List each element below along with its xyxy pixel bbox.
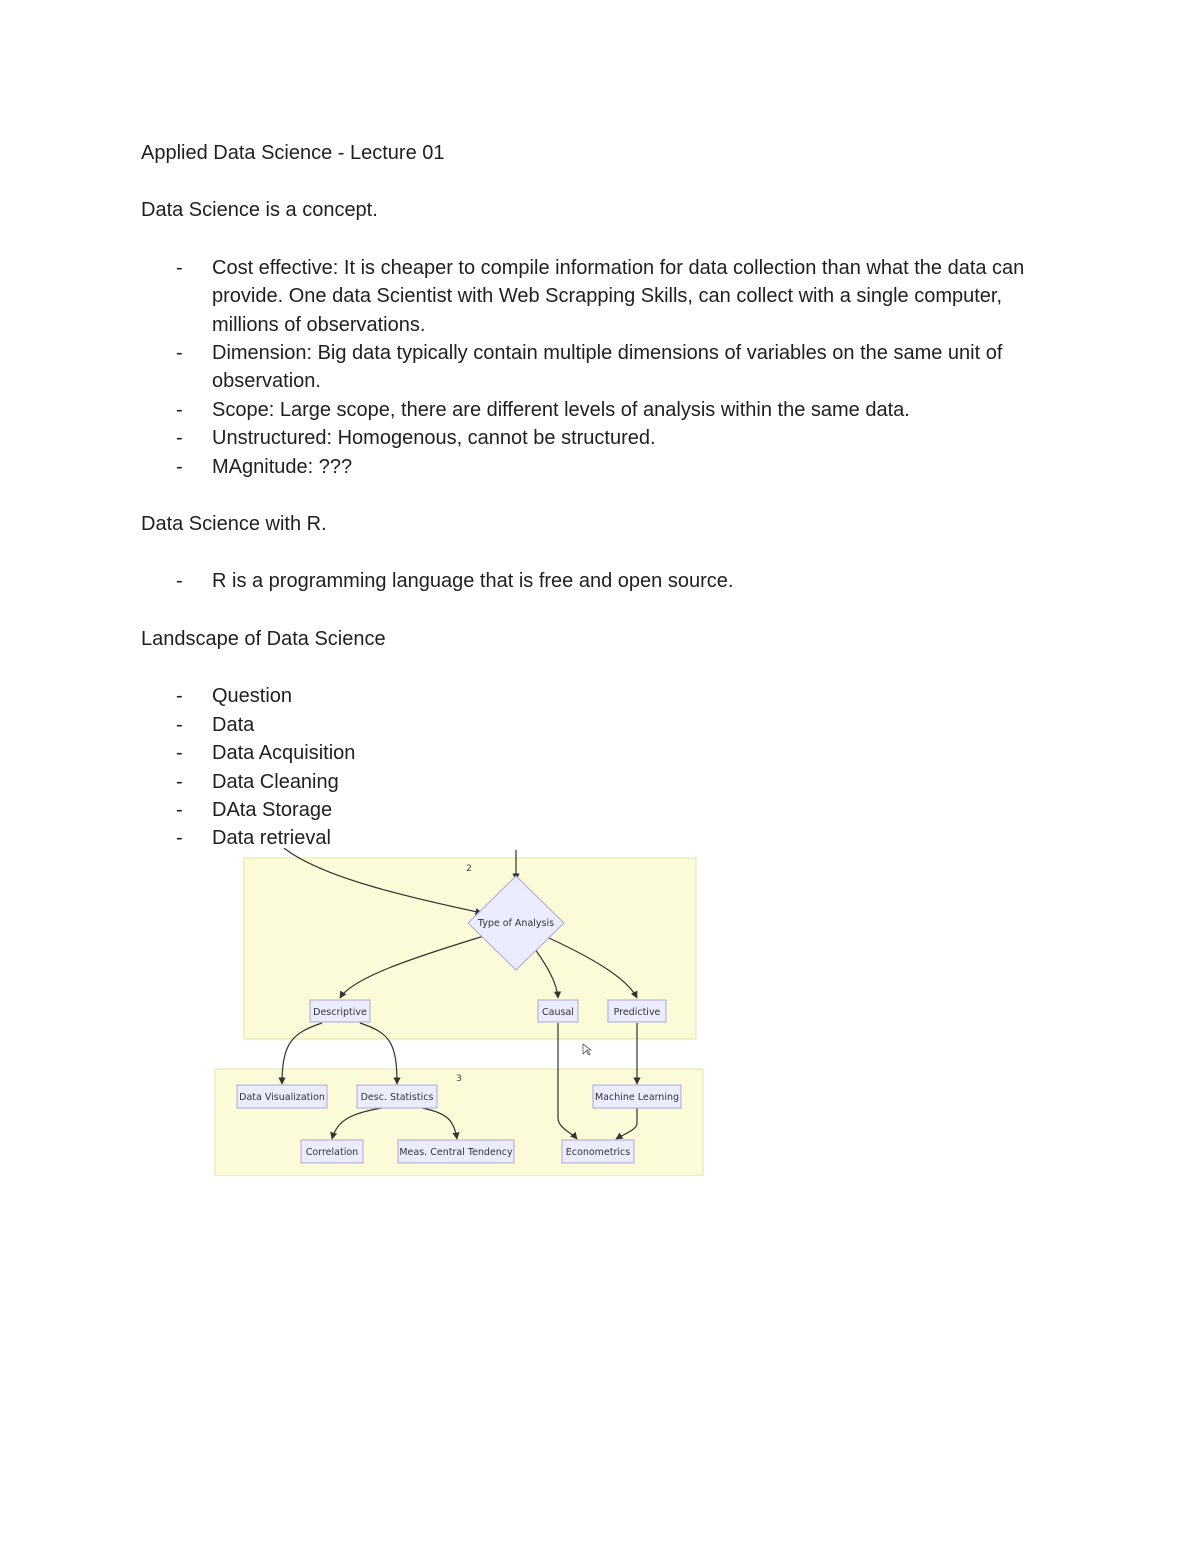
list-item-text: DAta Storage <box>212 798 333 821</box>
dash-bullet: - <box>176 342 183 365</box>
section-heading-landscape: Landscape of Data Science <box>141 627 386 650</box>
dash-bullet: - <box>176 798 183 821</box>
list-item-text: MAgnitude: ??? <box>212 455 353 478</box>
node-econometrics-label: Econometrics <box>565 1147 631 1158</box>
dash-bullet: - <box>176 570 183 593</box>
list-item <box>141 711 1061 739</box>
list-item-text: Dimension: Big data typically contain multiple dimensions of variables on the same unit of observation. <box>212 342 1003 393</box>
node-meas-central-tendency-label: Meas. Central Tendency <box>399 1147 513 1158</box>
dash-bullet: - <box>176 713 183 736</box>
node-desc-statistics-label: Desc. Statistics <box>360 1092 434 1103</box>
document-body <box>141 139 1061 853</box>
section-heading-concept: Data Science is a concept. <box>141 199 378 222</box>
node-causal-label: Causal <box>542 1007 574 1018</box>
mouse-cursor-icon <box>583 1044 591 1055</box>
list-item-text: Data <box>212 713 255 736</box>
list-item <box>141 768 1061 796</box>
dash-bullet: - <box>176 685 183 708</box>
list-item-text: Scope: Large scope, there are different levels of analysis within the same data. <box>212 398 910 421</box>
list-item-text: Data Cleaning <box>212 770 339 793</box>
list-item <box>141 424 1061 452</box>
list-item <box>141 567 1061 595</box>
node-descriptive-label: Descriptive <box>313 1007 367 1018</box>
dash-bullet: - <box>176 256 183 279</box>
list-item-text: Data Acquisition <box>212 742 356 765</box>
flowchart-svg <box>212 848 712 1176</box>
dash-bullet: - <box>176 427 183 450</box>
node-correlation-label: Correlation <box>305 1147 359 1158</box>
node-type-of-analysis-label: Type of Analysis <box>477 918 555 929</box>
section-heading-r: Data Science with R. <box>141 513 327 536</box>
list-item <box>141 254 1061 339</box>
list-item <box>141 739 1061 767</box>
r-list <box>141 567 1061 595</box>
concept-list <box>141 254 1061 481</box>
list-item <box>141 396 1061 424</box>
dash-bullet: - <box>176 827 183 850</box>
list-item-text: Question <box>212 685 293 708</box>
flowchart-image <box>212 848 712 1176</box>
list-item <box>141 339 1061 396</box>
list-item <box>141 796 1061 824</box>
list-item-text: Cost effective: It is cheaper to compile information for data collection than what the data can provide. One data Scientist with Web Scrapping Skills, can collect with a single computer, millions of observations. <box>212 256 1025 336</box>
list-item <box>141 682 1061 710</box>
node-data-visualization-label: Data Visualization <box>239 1092 325 1103</box>
dash-bullet: - <box>176 770 183 793</box>
dash-bullet: - <box>176 455 183 478</box>
dash-bullet: - <box>176 398 183 421</box>
document-title: Applied Data Science - Lecture 01 <box>141 142 445 164</box>
dash-bullet: - <box>176 742 183 765</box>
node-predictive-label: Predictive <box>613 1007 661 1018</box>
list-item-text: Unstructured: Homogenous, cannot be structured. <box>212 427 656 450</box>
list-item <box>141 453 1061 481</box>
subgraph-2-label: 2 <box>466 864 472 874</box>
subgraph-3-label: 3 <box>456 1074 462 1084</box>
list-item-text: Data retrieval <box>212 827 331 850</box>
node-machine-learning-label: Machine Learning <box>594 1092 680 1103</box>
landscape-list <box>141 682 1061 852</box>
list-item-text: R is a programming language that is free and open source. <box>212 570 734 593</box>
